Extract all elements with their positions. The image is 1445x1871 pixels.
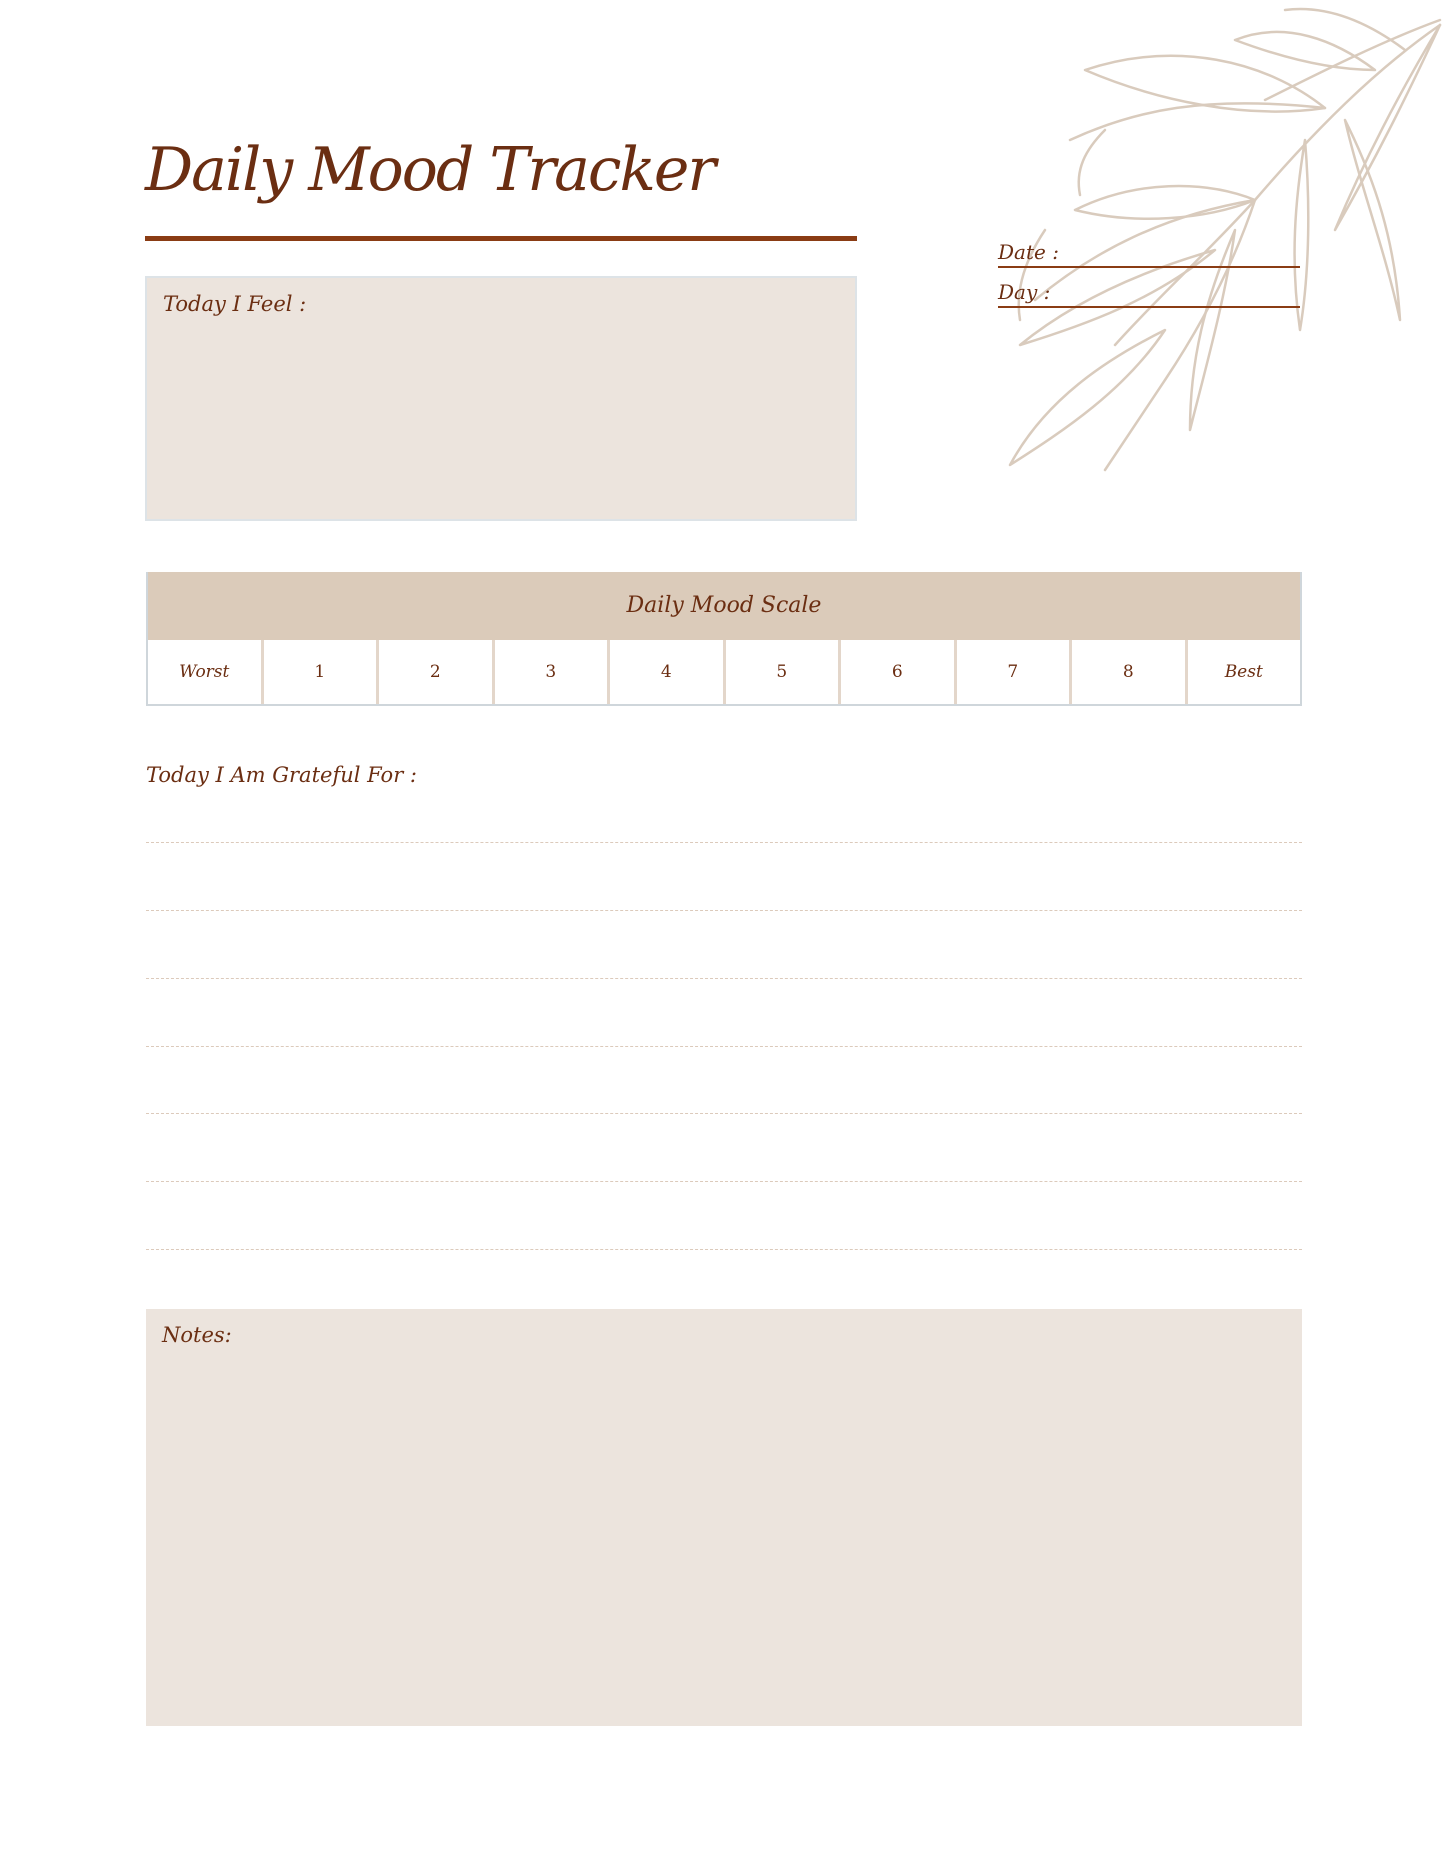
mood-scale-cell-3[interactable]: 3: [495, 640, 611, 704]
mood-scale-cell-1[interactable]: 1: [264, 640, 380, 704]
today-i-feel-box[interactable]: [145, 276, 857, 521]
grateful-line-6[interactable]: [146, 1181, 1302, 1182]
today-i-feel-label: Today I Feel :: [163, 292, 307, 316]
mood-scale-cell-6[interactable]: 6: [841, 640, 957, 704]
notes-label: Notes:: [162, 1323, 232, 1347]
page-title: Daily Mood Tracker: [145, 135, 715, 205]
grateful-label: Today I Am Grateful For :: [146, 763, 417, 787]
daily-mood-scale: [146, 572, 1302, 706]
mood-scale-title: Daily Mood Scale: [148, 572, 1300, 640]
mood-scale-row: [148, 640, 1300, 704]
grateful-line-2[interactable]: [146, 910, 1302, 911]
notes-box[interactable]: [146, 1309, 1302, 1726]
day-field[interactable]: [998, 276, 1300, 308]
mood-scale-cell-7[interactable]: 7: [957, 640, 1073, 704]
mood-scale-cell-worst[interactable]: Worst: [148, 640, 264, 704]
date-label: Date :: [998, 240, 1059, 264]
title-underline: [145, 236, 857, 241]
grateful-line-4[interactable]: [146, 1046, 1302, 1047]
mood-scale-cell-5[interactable]: 5: [726, 640, 842, 704]
mood-scale-cell-2[interactable]: 2: [379, 640, 495, 704]
grateful-line-7[interactable]: [146, 1249, 1302, 1250]
mood-scale-cell-8[interactable]: 8: [1072, 640, 1188, 704]
grateful-line-1[interactable]: [146, 842, 1302, 843]
mood-scale-cell-best[interactable]: Best: [1224, 662, 1263, 682]
date-field[interactable]: [998, 236, 1300, 268]
grateful-line-3[interactable]: [146, 978, 1302, 979]
mood-scale-cell-4[interactable]: 4: [610, 640, 726, 704]
grateful-line-5[interactable]: [146, 1113, 1302, 1114]
day-label: Day :: [998, 280, 1051, 304]
